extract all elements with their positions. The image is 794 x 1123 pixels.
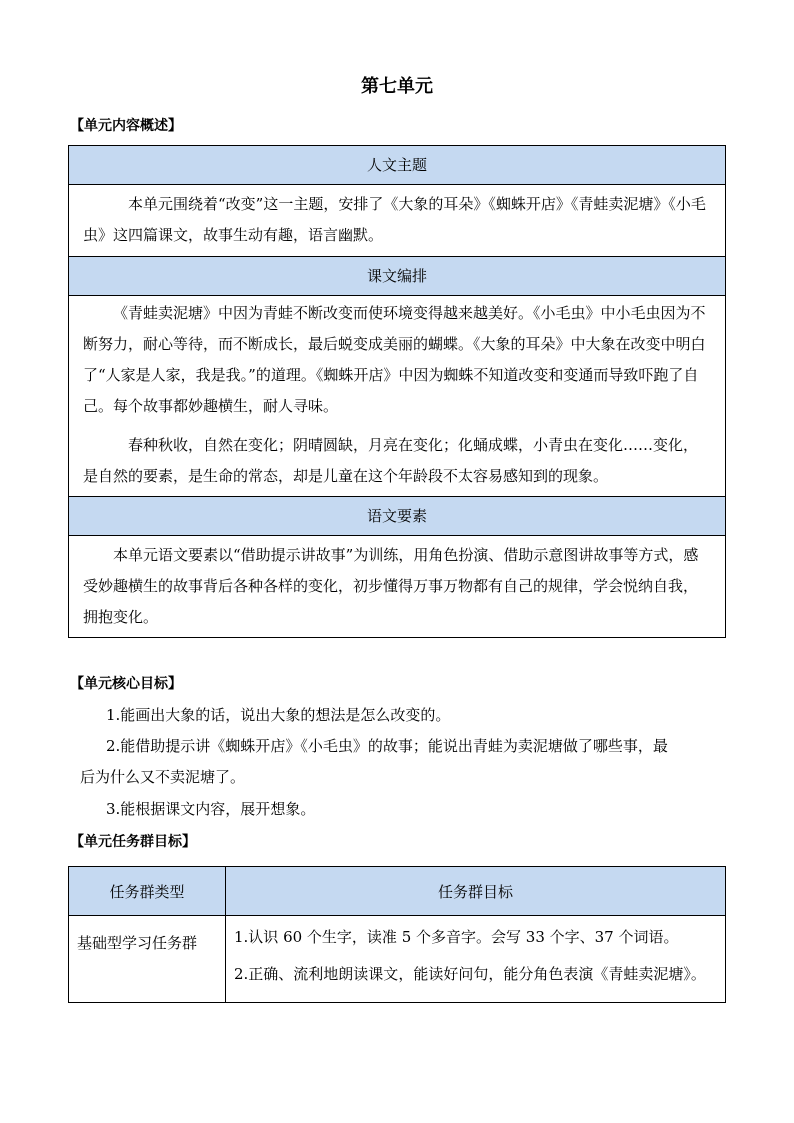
theme-cell	[69, 185, 725, 256]
task-goals-table	[68, 866, 726, 1003]
overview-table	[68, 145, 726, 638]
elements-band: 语文要素	[69, 496, 725, 536]
task-goal-cell	[226, 916, 726, 1003]
task-type-header: 任务群类型	[69, 867, 226, 916]
arrangement-paragraph-2: 春种秋收，自然在变化；阴晴圆缺，月亮在变化；化蛹成蝶，小青虫在变化……变化，是自然的要素，是生命的常态，却是儿童在这个年龄段不太容易感知到的现象。	[83, 436, 699, 485]
arrangement-band: 课文编排	[69, 256, 725, 296]
arrangement-paragraph-1: 《青蛙卖泥塘》中因为青蛙不断改变而使环境变得越来越美好。《小毛虫》中小毛虫因为不断努力，耐心等待，而不断成长，最后蜕变成美丽的蝴蝶。《大象的耳朵》中大象在改变中明白了“人家是人家，我是我。”的道理。《蜘蛛开店》中因为蜘蛛不知道改变和变通而导致吓跑了自己。每个故事都妙趣横生，耐人寻味。	[83, 304, 706, 415]
task-goals-heading: 【单元任务群目标】	[70, 834, 196, 850]
page-title: 第七单元	[361, 76, 433, 97]
core-goal-2-line-1: 2.能借助提示讲《蜘蛛开店》《小毛虫》的故事；能说出青蛙为卖泥塘做了哪些事，最	[106, 737, 668, 755]
core-goals-heading: 【单元核心目标】	[70, 676, 182, 692]
arrangement-cell	[69, 296, 725, 496]
core-goal-3: 3.能根据课文内容，展开想象。	[106, 800, 316, 818]
task-goal-2: 2.正确、流利地朗读课文，能读好问句，能分角色表演《青蛙卖泥塘》。	[234, 965, 706, 983]
elements-text: 本单元语文要素以“借助提示讲故事”为训练，用角色扮演、借助示意图讲故事等方式，感受妙趣横生的故事背后各种各样的变化，初步懂得万事万物都有自己的规律，学会悦纳自我，拥抱变化。	[83, 546, 699, 626]
task-goal-1: 1.认识 60 个生字，读准 5 个多音字。会写 33 个字、37 个词语。	[234, 928, 679, 946]
theme-text: 本单元围绕着“改变”这一主题，安排了《大象的耳朵》《蜘蛛开店》《青蛙卖泥塘》《小毛虫》这四篇课文，故事生动有趣，语言幽默。	[83, 195, 706, 244]
task-type-cell: 基础型学习任务群	[69, 916, 226, 1003]
overview-heading: 【单元内容概述】	[70, 118, 182, 134]
theme-band: 人文主题	[69, 146, 725, 185]
core-goal-2-line-2: 后为什么又不卖泥塘了。	[80, 768, 246, 786]
task-goal-header: 任务群目标	[226, 867, 726, 916]
elements-cell	[69, 536, 725, 637]
core-goal-1: 1.能画出大象的话，说出大象的想法是怎么改变的。	[106, 706, 451, 724]
table-row	[69, 916, 726, 1003]
task-table-header-row	[69, 867, 726, 916]
